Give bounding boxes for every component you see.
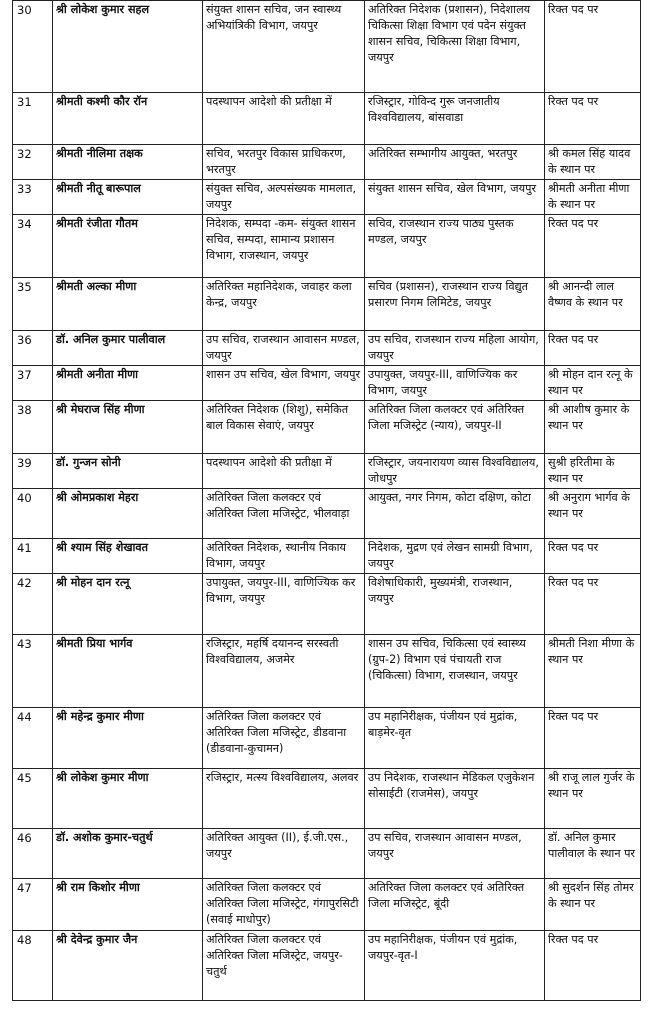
remark-cell: श्री मोहन दान रत्नू के स्थान पर xyxy=(545,366,641,401)
current-posting-cell: रजिस्ट्रार, महर्षि दयानन्द सरस्वती विश्वविद्यालय, अजमेर xyxy=(203,635,365,708)
table-row xyxy=(13,635,641,708)
new-posting-cell: निदेशक, मुद्रण एवं लेखन सामग्री विभाग, जयपुर xyxy=(365,539,545,574)
table-body xyxy=(13,1,641,1001)
table-row xyxy=(13,931,641,1001)
new-posting-cell: उप निदेशक, राजस्थान मेडिकल एजुकेशन सोसाईटी (राजमेस), जयपुर xyxy=(365,769,545,829)
remark-cell: श्री अनुराग भार्गव के स्थान पर xyxy=(545,489,641,539)
new-posting-cell: उप सचिव, राजस्थान राज्य महिला आयोग, जयपुर xyxy=(365,331,545,366)
remark-cell: रिक्त पद पर xyxy=(545,574,641,635)
new-posting-cell: रजिस्ट्रार, जयनारायण व्यास विश्वविद्यालय, जोधपुर xyxy=(365,454,545,489)
remark-cell: श्री सुदर्शन सिंह तोमर के स्थान पर xyxy=(545,879,641,931)
table-row xyxy=(13,331,641,366)
officer-name-cell: श्रीमती अनीता मीणा xyxy=(53,366,203,401)
serial-number-cell: 47 xyxy=(13,879,53,931)
serial-number-cell: 35 xyxy=(13,278,53,331)
officer-name-cell: श्री राम किशोर मीणा xyxy=(53,879,203,931)
serial-number-cell: 48 xyxy=(13,931,53,1001)
current-posting-cell: शासन उप सचिव, खेल विभाग, जयपुर xyxy=(203,366,365,401)
table-row xyxy=(13,180,641,215)
officer-name-cell: श्री लोकेश कुमार मीणा xyxy=(53,769,203,829)
officer-name-cell: श्री लोकेश कुमार सहल xyxy=(53,1,203,93)
officer-name-cell: श्री देवेन्द्र कुमार जैन xyxy=(53,931,203,1001)
serial-number-cell: 45 xyxy=(13,769,53,829)
current-posting-cell: अतिरिक्त आयुक्त (II), ई.जी.एस., जयपुर xyxy=(203,829,365,879)
new-posting-cell: अतिरिक्त जिला कलक्टर एवं अतिरिक्त जिला मजिस्ट्रेट, बूंदी xyxy=(365,879,545,931)
table-row xyxy=(13,708,641,769)
current-posting-cell: सचिव, भरतपुर विकास प्राधिकरण, भरतपुर xyxy=(203,145,365,180)
new-posting-cell: अतिरिक्त सम्भागीय आयुक्त, भरतपुर xyxy=(365,145,545,180)
serial-number-cell: 33 xyxy=(13,180,53,215)
current-posting-cell: संयुक्त शासन सचिव, जन स्वास्थ्य अभियांत्रिकी विभाग, जयपुर xyxy=(203,1,365,93)
current-posting-cell: अतिरिक्त जिला कलक्टर एवं अतिरिक्त जिला मजिस्ट्रेट, गंगापुरसिटी (सवाई माधोपुर) xyxy=(203,879,365,931)
current-posting-cell: अतिरिक्त जिला कलक्टर एवं अतिरिक्त जिला मजिस्ट्रेट, भीलवाड़ा xyxy=(203,489,365,539)
table-row xyxy=(13,489,641,539)
serial-number-cell: 44 xyxy=(13,708,53,769)
table-row xyxy=(13,366,641,401)
current-posting-cell: रजिस्ट्रार, मत्स्य विश्वविद्यालय, अलवर xyxy=(203,769,365,829)
table-row xyxy=(13,215,641,278)
current-posting-cell: अतिरिक्त जिला कलक्टर एवं अतिरिक्त जिला मजिस्ट्रेट, जयपुर-चतुर्थ xyxy=(203,931,365,1001)
table-row xyxy=(13,93,641,145)
current-posting-cell: निदेशक, सम्पदा -कम- संयुक्त शासन सचिव, सम्पदा, सामान्य प्रशासन विभाग, राजस्थान, जयपुर xyxy=(203,215,365,278)
remark-cell: डॉ. अनिल कुमार पालीवाल के स्थान पर xyxy=(545,829,641,879)
table-row xyxy=(13,539,641,574)
officer-name-cell: श्रीमती नीतू बारूपाल xyxy=(53,180,203,215)
serial-number-cell: 46 xyxy=(13,829,53,879)
officer-name-cell: श्री ओमप्रकाश मेहरा xyxy=(53,489,203,539)
table-row xyxy=(13,278,641,331)
officer-name-cell: श्री महेन्द्र कुमार मीणा xyxy=(53,708,203,769)
new-posting-cell: उप सचिव, राजस्थान आवासन मण्डल, जयपुर xyxy=(365,829,545,879)
new-posting-cell: विशेषाधिकारी, मुख्यमंत्री, राजस्थान, जयपुर xyxy=(365,574,545,635)
officer-name-cell: डॉ. अनिल कुमार पालीवाल xyxy=(53,331,203,366)
serial-number-cell: 41 xyxy=(13,539,53,574)
officer-name-cell: श्रीमती रंजीता गौतम xyxy=(53,215,203,278)
remark-cell: श्री आनन्दी लाल वैष्णव के स्थान पर xyxy=(545,278,641,331)
table-row xyxy=(13,401,641,454)
new-posting-cell: संयुक्त शासन सचिव, खेल विभाग, जयपुर xyxy=(365,180,545,215)
new-posting-cell: रजिस्ट्रार, गोविन्द गुरू जनजातीय विश्वविद्यालय, बांसवाडा xyxy=(365,93,545,145)
remark-cell: रिक्त पद पर xyxy=(545,1,641,93)
remark-cell: रिक्त पद पर xyxy=(545,931,641,1001)
current-posting-cell: पदस्थापन आदेशो की प्रतीक्षा में xyxy=(203,93,365,145)
serial-number-cell: 32 xyxy=(13,145,53,180)
serial-number-cell: 42 xyxy=(13,574,53,635)
new-posting-cell: सचिव, राजस्थान राज्य पाठ्य पुस्तक मण्डल, जयपुर xyxy=(365,215,545,278)
serial-number-cell: 36 xyxy=(13,331,53,366)
serial-number-cell: 39 xyxy=(13,454,53,489)
current-posting-cell: पदस्थापन आदेशो की प्रतीक्षा में xyxy=(203,454,365,489)
remark-cell: रिक्त पद पर xyxy=(545,93,641,145)
officer-name-cell: श्रीमती अल्का मीणा xyxy=(53,278,203,331)
new-posting-cell: शासन उप सचिव, चिकित्सा एवं स्वास्थ्य (ग्रुप-2) विभाग एवं पंचायती राज (चिकित्सा) विभाग, राजस्थान, जयपुर xyxy=(365,635,545,708)
remark-cell: रिक्त पद पर xyxy=(545,215,641,278)
table-row xyxy=(13,769,641,829)
current-posting-cell: अतिरिक्त निदेशक, स्थानीय निकाय विभाग, जयपुर xyxy=(203,539,365,574)
officer-name-cell: श्रीमती नीलिमा तक्षक xyxy=(53,145,203,180)
current-posting-cell: उप सचिव, राजस्थान आवासन मण्डल, जयपुर xyxy=(203,331,365,366)
transfer-table xyxy=(12,0,641,1001)
serial-number-cell: 30 xyxy=(13,1,53,93)
remark-cell: श्री राजू लाल गुर्जर के स्थान पर xyxy=(545,769,641,829)
new-posting-cell: उपायुक्त, जयपुर-III, वाणिज्यिक कर विभाग, जयपुर xyxy=(365,366,545,401)
table-row xyxy=(13,574,641,635)
remark-cell: रिक्त पद पर xyxy=(545,539,641,574)
officer-name-cell: डॉ. अशोक कुमार-चतुर्थ xyxy=(53,829,203,879)
remark-cell: श्री आशीष कुमार के स्थान पर xyxy=(545,401,641,454)
new-posting-cell: सचिव (प्रशासन), राजस्थान राज्य विद्युत प्रसारण निगम लिमिटेड, जयपुर xyxy=(365,278,545,331)
serial-number-cell: 40 xyxy=(13,489,53,539)
new-posting-cell: आयुक्त, नगर निगम, कोटा दक्षिण, कोटा xyxy=(365,489,545,539)
officer-name-cell: श्री मेघराज सिंह मीणा xyxy=(53,401,203,454)
table-row xyxy=(13,145,641,180)
new-posting-cell: उप महानिरीक्षक, पंजीयन एवं मुद्रांक, बाड़मेर-वृत xyxy=(365,708,545,769)
new-posting-cell: अतिरिक्त निदेशक (प्रशासन), निदेशालय चिकित्सा शिक्षा विभाग एवं पदेन संयुक्त शासन सचिव, चिकित्सा शिक्षा विभाग, जयपुर xyxy=(365,1,545,93)
officer-name-cell: श्री मोहन दान रत्नू xyxy=(53,574,203,635)
remark-cell: सुश्री हरितीमा के स्थान पर xyxy=(545,454,641,489)
current-posting-cell: अतिरिक्त जिला कलक्टर एवं अतिरिक्त जिला मजिस्ट्रेट, डीडवाना (डीडवाना-कुचामन) xyxy=(203,708,365,769)
officer-name-cell: डॉ. गुन्जन सोनी xyxy=(53,454,203,489)
officer-name-cell: श्री श्याम सिंह शेखावत xyxy=(53,539,203,574)
current-posting-cell: उपायुक्त, जयपुर-III, वाणिज्यिक कर विभाग, जयपुर xyxy=(203,574,365,635)
remark-cell: श्रीमती अनीता मीणा के स्थान पर xyxy=(545,180,641,215)
remark-cell: श्री कमल सिंह यादव के स्थान पर xyxy=(545,145,641,180)
remark-cell: श्रीमती निशा मीणा के स्थान पर xyxy=(545,635,641,708)
serial-number-cell: 31 xyxy=(13,93,53,145)
new-posting-cell: अतिरिक्त जिला कलक्टर एवं अतिरिक्त जिला मजिस्ट्रेट (न्याय), जयपुर-II xyxy=(365,401,545,454)
table-row xyxy=(13,1,641,93)
table-row xyxy=(13,879,641,931)
serial-number-cell: 37 xyxy=(13,366,53,401)
serial-number-cell: 43 xyxy=(13,635,53,708)
officer-name-cell: श्रीमती कश्मी कौर रॉन xyxy=(53,93,203,145)
serial-number-cell: 34 xyxy=(13,215,53,278)
current-posting-cell: संयुक्त सचिव, अल्पसंख्यक मामलात, जयपुर xyxy=(203,180,365,215)
serial-number-cell: 38 xyxy=(13,401,53,454)
officer-name-cell: श्रीमती प्रिया भार्गव xyxy=(53,635,203,708)
remark-cell: रिक्त पद पर xyxy=(545,708,641,769)
new-posting-cell: उप महानिरीक्षक, पंजीयन एवं मुद्रांक, जयपुर-वृत-I xyxy=(365,931,545,1001)
current-posting-cell: अतिरिक्त महानिदेशक, जवाहर कला केन्द्र, जयपुर xyxy=(203,278,365,331)
table-row xyxy=(13,454,641,489)
current-posting-cell: अतिरिक्त निदेशक (शिशु), समेकित बाल विकास सेवाएं, जयपुर xyxy=(203,401,365,454)
table-row xyxy=(13,829,641,879)
transfer-order-document xyxy=(12,0,640,1001)
remark-cell: रिक्त पद पर xyxy=(545,331,641,366)
